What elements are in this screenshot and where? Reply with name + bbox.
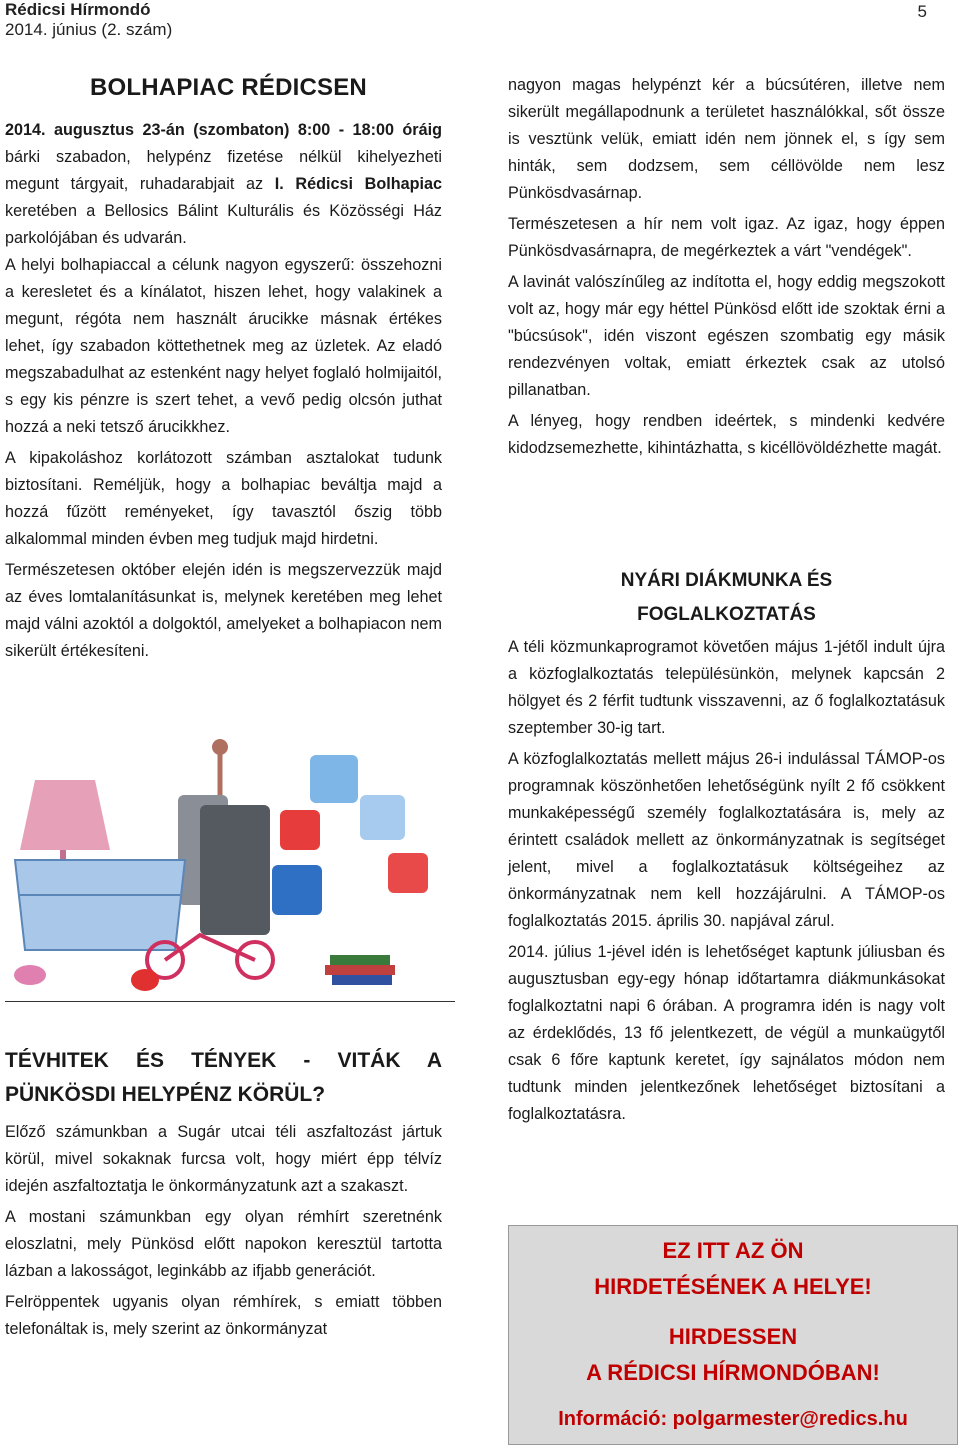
event-name: I. Rédicsi Bolhapiac xyxy=(274,175,442,193)
article-bolhapiac-body xyxy=(5,117,442,669)
paragraph: A helyi bolhapiaccal a célunk nagyon egyszerű: összehozni a keresletet és a kínálatot, hiszen lehet, hogy valakinek a megunt, régóta nem használt árucikke másnak értékes lehet, így szabadon köttethetnek meg az üzletek. Az eladó megszabadulhat az estenként nagy helyet foglaló holmijaitól, s egy kis pénzre is szert tehet, a vevő pedig olcsón juthat hozzá a neki tetsző árucikkhez. xyxy=(5,256,442,436)
shoe-icon xyxy=(14,965,46,985)
article-tevhitek-body-right xyxy=(508,72,945,466)
kettle-icon xyxy=(131,969,159,991)
paragraph: A lavinát valószínűleg az indította el, hogy eddig megszokott volt az, hogy már egy héttel Pünkösd előtt ide szoktak érni a "búcsúsok", idén viszont egészen szombatig egy másik rendezvényen voltak, emiatt érkeztek csak az utolsó pillanatban. xyxy=(508,273,945,399)
article-title-bolhapiac: BOLHAPIAC RÉDICSEN xyxy=(90,74,367,101)
paragraph: A lényeg, hogy rendben ideértek, s mindenki kedvére kidodzsemezhette, kihintázhatta, s kicéllövöldézhette magát. xyxy=(508,412,945,457)
page-number: 5 xyxy=(917,2,927,21)
coat-rack-icon xyxy=(178,739,270,935)
article-diakmunka-body xyxy=(508,634,945,1132)
article-title-diakmunka: NYÁRI DIÁKMUNKA ÉS FOGLALKOZTATÁS xyxy=(620,570,833,625)
basket-icon xyxy=(15,860,185,950)
paragraph: A téli közmunkaprogramot követően május 1-jétől indult újra a közfoglalkoztatás településünkön, melynek kapcsán 2 hölgyet és 2 férfit tudtunk visszavenni, az ő foglalkoztatásuk szeptember 30-ig tart. xyxy=(508,638,945,737)
paragraph: Természetesen a hír nem volt igaz. Az igaz, hogy éppen Pünkösdvasárnapra, de megérkeztek a várt "vendégek". xyxy=(508,215,945,260)
paragraph: Előző számunkban a Sugár utcai téli aszfaltozást jártuk körül, mivel sokaknak furcsa volt, hogy miért épp télvíz idején aszfaltoztatja le önkormányzatunk azt a szakaszt. xyxy=(5,1123,442,1195)
ad-line: A RÉDICSI HÍRMONDÓBAN! xyxy=(586,1360,880,1385)
article-tevhitek-body-left xyxy=(5,1119,442,1347)
issue-date: 2014. június (2. szám) xyxy=(5,20,173,39)
newspaper-title: Rédicsi Hírmondó xyxy=(5,0,151,19)
books-icon xyxy=(325,955,395,985)
paragraph: Felröppentek ugyanis olyan rémhírek, s emiatt többen telefonáltak is, mely szerint az önkormányzat xyxy=(5,1293,442,1338)
paragraph: A közfoglalkoztatás mellett május 26-i indulással TÁMOP-os programnak köszönhetően lehetőségünk nyílt 2 fő csökkent munkaképességű személy foglalkoztatására is, mely az érintett családok mellett az önkormányzatnak is segítséget jelent, mivel a foglalkoztatásuk költségeihez az önkormányzatnak nem kell hozzájárulni. A TÁMOP-os foglalkoztatás 2015. április 30. napjával zárul. xyxy=(508,750,945,930)
ad-line: HIRDESSEN xyxy=(668,1324,798,1349)
paragraph: nagyon magas helypénzt kér a búcsútéren, illetve nem sikerült megállapodnunk a területet használókkal, sőt össze is vesztünk velük, emiatt idén nem jönnek el, s így sem hinták, sem dodzsem, sem céllövölde nem lesz Pünkösdvasárnap. xyxy=(508,76,945,202)
page-header xyxy=(5,0,172,40)
article-title-tevhitek: TÉVHITEK ÉS TÉNYEK - VITÁK A PÜNKÖSDI HELYPÉNZ KÖRÜL? xyxy=(5,1049,442,1106)
flea-market-illustration xyxy=(10,735,440,997)
advertisement-box xyxy=(508,1225,958,1445)
paragraph: A mostani számunkban egy olyan rémhírt szeretnénk eloszlatni, mely Pünkösd előtt napokon keresztül tartotta lázban a lakosságot, leginkább az ifjabb generációt. xyxy=(5,1208,442,1280)
ad-line: HIRDETÉSÉNEK A HELYE! xyxy=(594,1274,872,1299)
section-divider xyxy=(5,1001,455,1002)
ad-line: EZ ITT AZ ÖN xyxy=(662,1238,804,1263)
event-date: 2014. augusztus 23-án (szombaton) 8:00 - 18:00 óráig xyxy=(5,121,442,139)
bicycle-icon xyxy=(147,935,273,978)
paragraph: Természetesen október elején idén is megszervezzük majd az éves lomtalanításunkat is, melynek keretében meg lehet majd válni azoktól a dolgoktól, amelyeket a bolhapiacon nem sikerült értékesíteni. xyxy=(5,561,442,660)
puzzle-pieces-icon xyxy=(272,755,428,915)
paragraph: 2014. július 1-jével idén is lehetőséget kaptunk júliusban és augusztusban egy-egy hónap időtartamra diákmunkásokat foglalkoztatni napi 6 órában. A programra idén is nagy volt az érdeklődés, 13 fő jelentkezett, de végül a munkaügytől csak 6 főre kaptunk keretet, így sajnálatos módon nem tudtunk minden jelentkezőnek lehetőséget biztosítani a foglalkoztatásra. xyxy=(508,943,945,1123)
paragraph: A kipakoláshoz korlátozott számban asztalokat tudunk biztosítani. Reméljük, hogy a bolhapiac beváltja majd a hozzá fűzött reményeket, így tavasztól őszig több alkalommal minden évben meg tudjuk majd hirdetni. xyxy=(5,449,442,548)
paragraph: 2014. augusztus 23-án (szombaton) 8:00 - 18:00 óráig bárki szabadon, helypénz fizetése nélkül kihelyezheti megunt tárgyait, ruhadarabjait az I. Rédicsi Bolhapiac keretében a Bellosics Bálint Kulturális és Közösségi Ház parkolójában és udvarán. xyxy=(5,121,442,247)
ad-contact-email[interactable]: Információ: polgarmester@redics.hu xyxy=(558,1408,908,1430)
